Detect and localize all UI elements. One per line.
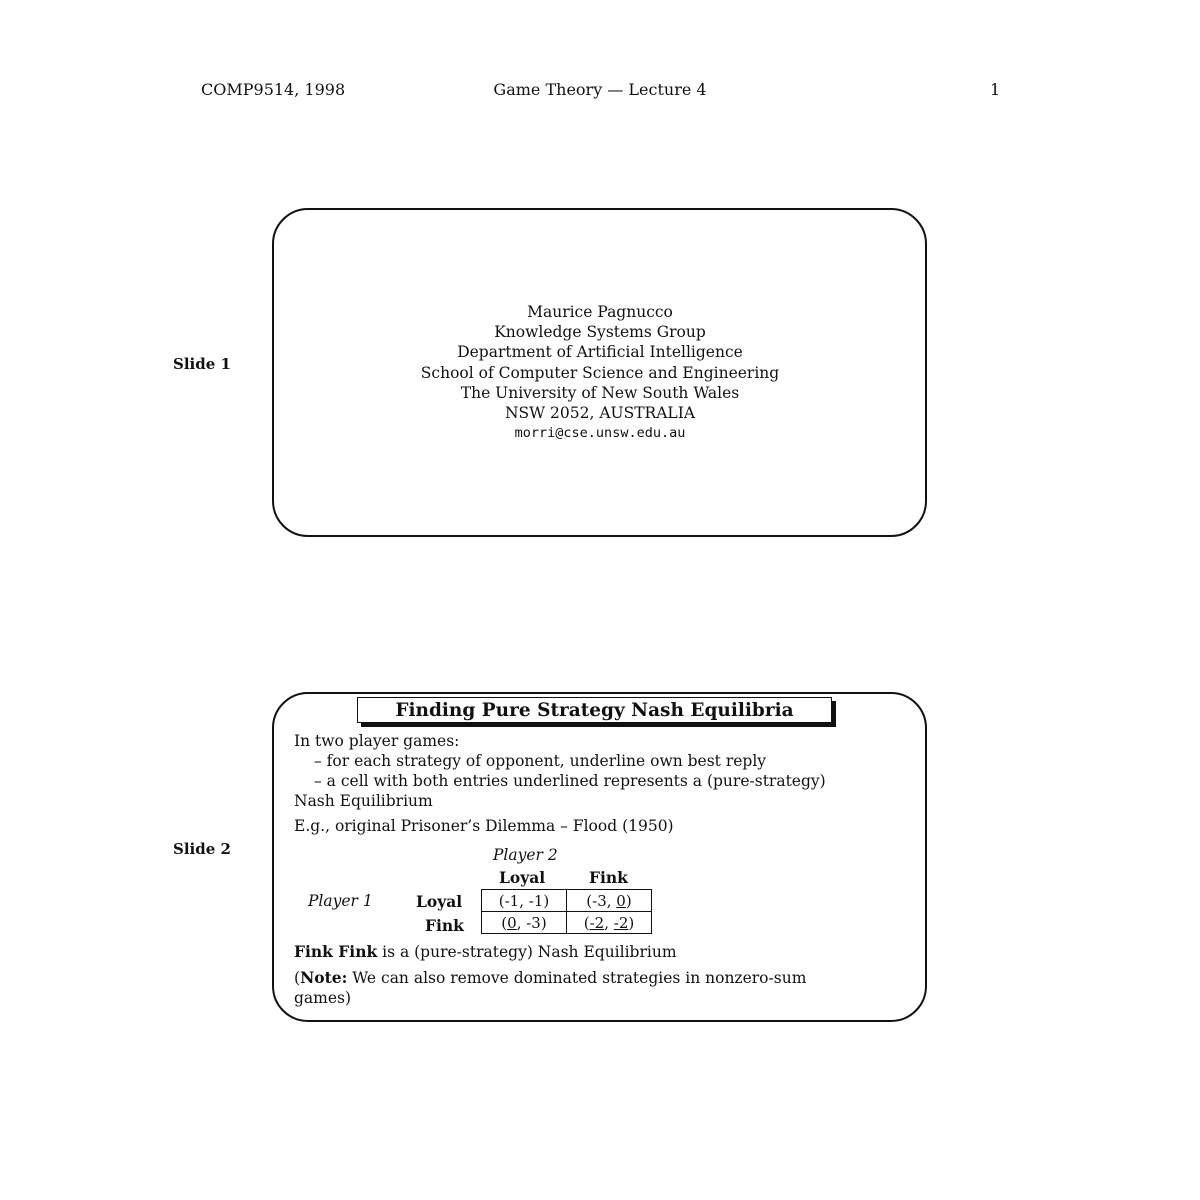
bullet-2: – a cell with both entries underlined represents a (pure-strategy) [314, 772, 826, 790]
cell-loyal-fink: (-3, 0) [567, 890, 652, 912]
payoff-matrix [481, 889, 652, 934]
table-row [482, 912, 652, 934]
example-text: E.g., original Prisoner’s Dilemma – Flood (1950) [294, 817, 674, 835]
group-name: Knowledge Systems Group [494, 323, 706, 342]
note-continued: games) [294, 989, 352, 1007]
bullet-1: – for each strategy of opponent, underline own best reply [314, 752, 767, 770]
school-name: School of Computer Science and Engineering [420, 363, 780, 382]
best-reply-underline: 0 [616, 891, 626, 910]
cell-fink-fink: (-2, -2) [567, 912, 652, 934]
header-course: COMP9514, 1998 [201, 80, 346, 99]
table-row [482, 890, 652, 912]
page-number: 1 [990, 80, 1001, 99]
cell-fink-loyal: (0, -3) [482, 912, 567, 934]
note-text: (Note: We can also remove dominated strategies in nonzero-sum [294, 968, 807, 987]
col-label-loyal: Loyal [499, 868, 546, 887]
intro-text: In two player games: [294, 732, 460, 750]
bullet-2-continued: Nash Equilibrium [294, 792, 433, 810]
author-email: morri@cse.unsw.edu.au [514, 425, 686, 442]
row-label-loyal: Loyal [416, 892, 463, 911]
slide1-address-block [0, 302, 1200, 443]
best-reply-underline: 0 [507, 913, 517, 932]
cell-loyal-loyal: (-1, -1) [482, 890, 567, 912]
author-name: Maurice Pagnucco [527, 303, 673, 321]
postal-address: NSW 2052, AUSTRALIA [504, 404, 696, 423]
header-title: Game Theory — Lecture 4 [493, 80, 707, 99]
col-label-fink: Fink [589, 868, 628, 887]
player2-label: Player 2 [493, 846, 558, 864]
university-name: The University of New South Wales [460, 383, 740, 402]
conclusion-text: Fink Fink is a (pure-strategy) Nash Equilibrium [294, 942, 677, 961]
row-label-fink: Fink [425, 916, 464, 935]
slide2-label: Slide 2 [173, 840, 231, 858]
department-name: Department of Artificial Intelligence [457, 343, 743, 362]
player1-label: Player 1 [308, 892, 373, 910]
best-reply-underline: -2 [613, 913, 629, 932]
best-reply-underline: -2 [589, 913, 605, 932]
slide2-title: Finding Pure Strategy Nash Equilibria [357, 697, 832, 723]
slide1-label: Slide 1 [173, 355, 231, 373]
